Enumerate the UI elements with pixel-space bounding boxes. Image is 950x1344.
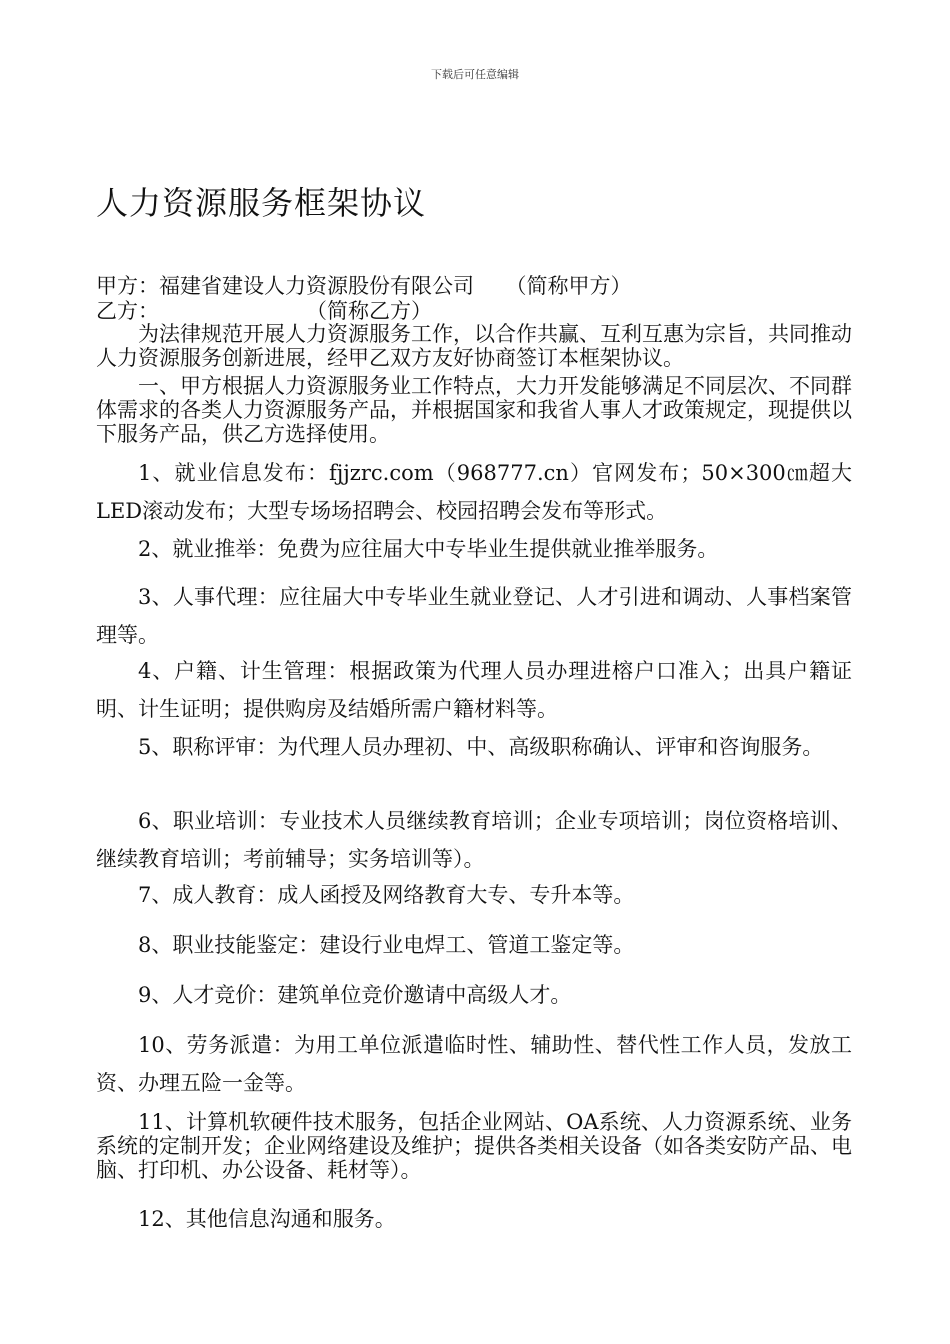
service-item-7: 7、成人教育：成人函授及网络教育大专、专升本等。 xyxy=(138,883,635,907)
service-item-5: 5、职称评审：为代理人员办理初、中、高级职称确认、评审和咨询服务。 xyxy=(138,735,824,759)
header-note: 下载后可任意编辑 xyxy=(431,68,519,81)
party-b-line: 乙方： （简称乙方） xyxy=(96,299,432,323)
service-item-10: 10、劳务派遣：为用工单位派遣临时性、辅助性、替代性工作人员，发放工资、办理五险一金等。 xyxy=(96,1033,852,1095)
service-item-9: 9、人才竞价：建筑单位竞价邀请中高级人才。 xyxy=(138,983,572,1007)
service-item-1: 1、就业信息发布：fjjzrc.com（968777.cn）官网发布；50×300㎝超大LED滚动发布；大型专场场招聘会、校园招聘会发布等形式。 xyxy=(96,461,852,523)
service-item-6: 6、职业培训：专业技术人员继续教育培训；企业专项培训；岗位资格培训、继续教育培训；考前辅导；实务培训等）。 xyxy=(96,809,852,871)
service-item-8: 8、职业技能鉴定：建设行业电焊工、管道工鉴定等。 xyxy=(138,933,635,957)
party-a-line: 甲方：福建省建设人力资源股份有限公司 （简称甲方） xyxy=(96,274,632,298)
service-item-2: 2、就业推举：免费为应往届大中专毕业生提供就业推举服务。 xyxy=(138,537,719,561)
section-one-paragraph: 一、甲方根据人力资源服务业工作特点，大力开发能够满足不同层次、不同群体需求的各类人力资源服务产品，并根据国家和我省人事人才政策规定，现提供以下服务产品，供乙方选择使用。 xyxy=(96,374,852,446)
intro-paragraph: 为法律规范开展人力资源服务工作，以合作共赢、互利互惠为宗旨，共同推动人力资源服务创新进展，经甲乙双方友好协商签订本框架协议。 xyxy=(96,322,852,370)
service-item-11: 11、计算机软硬件技术服务，包括企业网站、OA系统、人力资源系统、业务系统的定制开发；企业网络建设及维护；提供各类相关设备（如各类安防产品、电脑、打印机、办公设备、耗材等）。 xyxy=(96,1110,852,1182)
document-title: 人力资源服务框架协议 xyxy=(96,184,427,222)
service-item-3: 3、人事代理：应往届大中专毕业生就业登记、人才引进和调动、人事档案管理等。 xyxy=(96,585,852,647)
service-item-4: 4、户籍、计生管理：根据政策为代理人员办理进榕户口准入；出具户籍证明、计生证明；提供购房及结婚所需户籍材料等。 xyxy=(96,659,852,721)
service-item-12: 12、其他信息沟通和服务。 xyxy=(138,1207,396,1231)
